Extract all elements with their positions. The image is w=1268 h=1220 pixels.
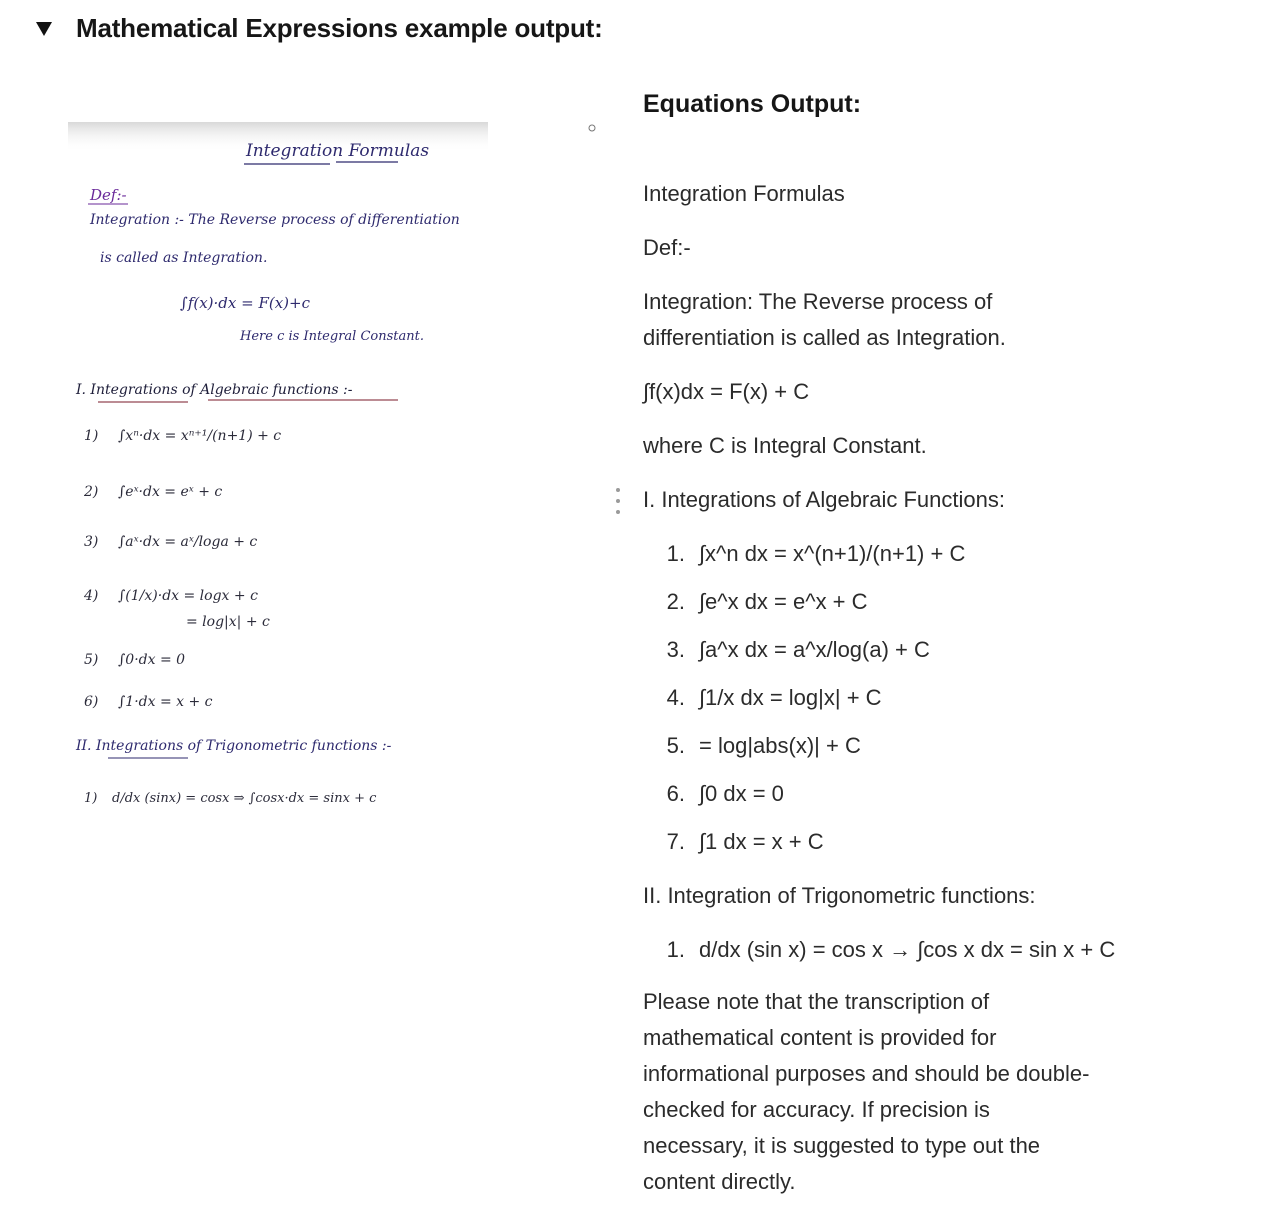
toggle-header[interactable]	[36, 8, 603, 48]
output-list-trig	[643, 932, 1115, 980]
output-def-text-2: differentiation is called as Integration.	[643, 325, 1006, 350]
hw-item-num: 1)	[84, 428, 99, 444]
toggle-title: Mathematical Expressions example output:	[76, 12, 603, 43]
output-list-algebraic	[643, 536, 965, 872]
toggle-triangle-icon[interactable]	[36, 22, 52, 36]
output-def-label: Def:-	[643, 235, 691, 260]
hw-section1: I. Integrations of Algebraic functions :-	[76, 382, 353, 398]
hw-item-num: 5)	[84, 652, 99, 668]
output-def-text-1: Integration: The Reverse process of	[643, 289, 993, 314]
list-item: 3. ∫a^x dx = a^x/log(a) + C	[666, 637, 930, 662]
hw-title: Integration Formulas	[246, 141, 430, 161]
hw-item-text: ∫eˣ·dx = eˣ + c	[118, 484, 223, 500]
output-section1: I. Integrations of Algebraic Functions:	[643, 487, 1005, 512]
hw-def-line2: is called as Integration.	[100, 250, 268, 266]
hw-item-text: = log|x| + c	[186, 614, 270, 630]
drag-handle-icon[interactable]	[614, 488, 622, 514]
output-disclaimer-note: Please note that the transcription of mathematical content is provided for informational purposes and should be double- checked for accuracy. If precision is necessary, it is suggested to type out the content directly.	[643, 989, 1090, 1194]
hw-item-text: ∫xⁿ·dx = xⁿ⁺¹/(n+1) + c	[118, 428, 282, 444]
hw-item-num: 4)	[84, 588, 99, 604]
hw-item-num: 6)	[84, 694, 99, 710]
hw-constant-note: Here c is Integral Constant.	[240, 329, 424, 344]
hw-item-text: ∫0·dx = 0	[118, 652, 186, 668]
hw-section2: II. Integrations of Trigonometric functions :-	[76, 738, 392, 754]
hw-item-num: 2)	[84, 484, 99, 500]
hw-item-text: ∫1·dx = x + c	[118, 694, 213, 710]
list-item: 1. d/dx (sin x) = cos x → ∫cos x dx = sin x + C	[666, 937, 1116, 962]
equations-output-heading: Equations Output:	[643, 90, 862, 118]
list-item: 1. ∫x^n dx = x^(n+1)/(n+1) + C	[666, 541, 966, 566]
handwritten-notes-image	[68, 112, 608, 872]
hw-trig-num: 1)	[84, 791, 98, 806]
hw-item-text: ∫aˣ·dx = aˣ/loga + c	[118, 534, 258, 550]
output-constant-note: where C is Integral Constant.	[643, 433, 927, 458]
list-item: 4. ∫1/x dx = log|x| + C	[666, 685, 882, 710]
list-item: 7. ∫1 dx = x + C	[666, 829, 824, 854]
output-section2: II. Integration of Trigonometric functions:	[643, 883, 1036, 908]
hw-def-line1: Integration :- The Reverse process of differentiation	[90, 212, 460, 228]
hw-trig-text: d/dx (sinx) = cosx ⇒ ∫cosx·dx = sinx + c	[112, 791, 377, 806]
hw-item-text: ∫(1/x)·dx = logx + c	[118, 588, 258, 604]
hw-def-label: Def:-	[90, 186, 127, 204]
output-formula: ∫f(x)dx = F(x) + C	[643, 379, 810, 404]
list-item: 6. ∫0 dx = 0	[666, 781, 784, 806]
handwritten-paper	[68, 112, 608, 872]
hw-formula: ∫f(x)·dx = F(x)+c	[180, 294, 311, 312]
hw-item-num: 3)	[84, 534, 99, 550]
list-item: 2. ∫e^x dx = e^x + C	[666, 589, 868, 614]
list-item: 5. = log|abs(x)| + C	[666, 733, 861, 758]
output-title-line: Integration Formulas	[643, 181, 845, 206]
